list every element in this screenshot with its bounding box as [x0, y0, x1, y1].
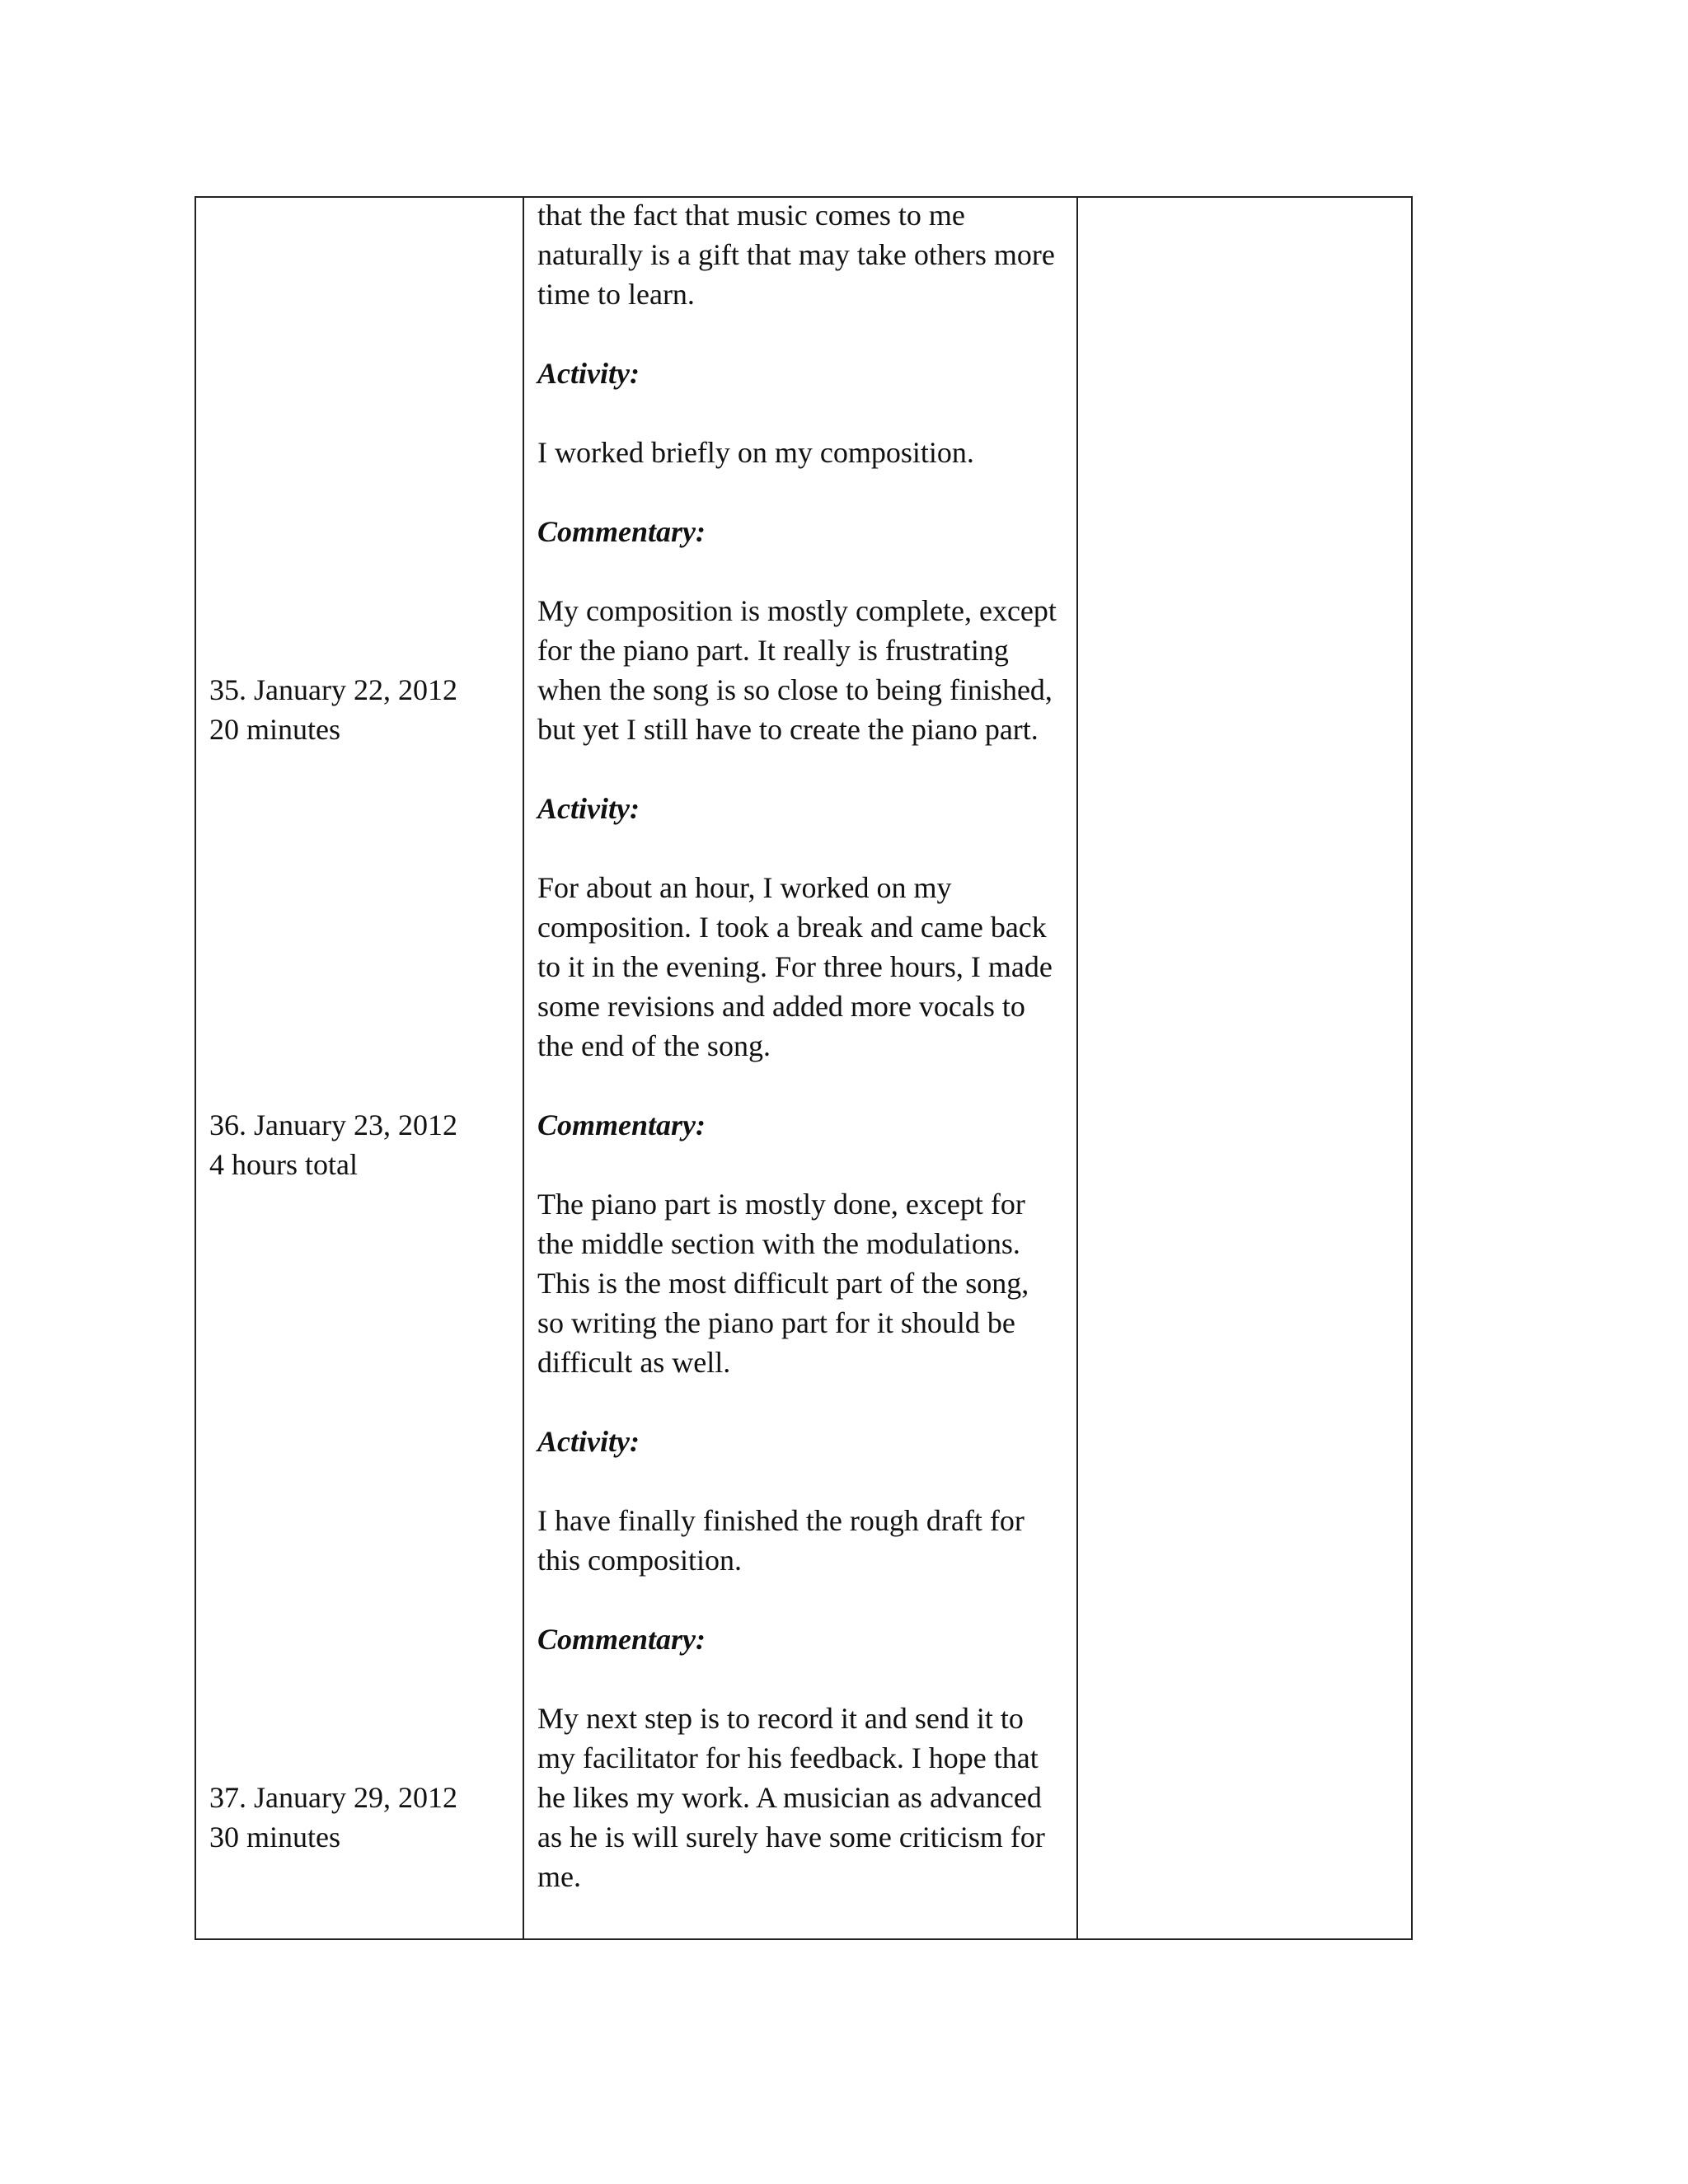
activity-37-line-1: I have finally finished the rough draft for	[537, 1504, 1025, 1537]
column-divider-2	[1076, 198, 1078, 1938]
activity-37-line-2: this composition.	[537, 1544, 743, 1577]
commentary-37-line-2: my facilitator for his feedback. I hope that	[537, 1741, 1039, 1774]
commentary-35-line-1: My composition is mostly complete, except	[537, 594, 1057, 627]
entry-36-date: 36. January 23, 2012	[209, 1108, 457, 1141]
activity-36-line-2: composition. I took a break and came back	[537, 911, 1047, 944]
commentary-37-line-1: My next step is to record it and send it to	[537, 1702, 1024, 1735]
commentary-35-line-2: for the piano part. It really is frustrating	[537, 634, 1009, 667]
commentary-heading-37: Commentary:	[537, 1623, 706, 1656]
commentary-36-line-2: the middle section with the modulations.	[537, 1227, 1020, 1260]
activity-36-line-4: some revisions and added more vocals to	[537, 990, 1025, 1023]
commentary-37-line-5: me.	[537, 1860, 581, 1893]
commentary-36-line-1: The piano part is mostly done, except for	[537, 1188, 1025, 1221]
activity-36-line-5: the end of the song.	[537, 1029, 771, 1062]
commentary-35-line-4: but yet I still have to create the piano part.	[537, 713, 1039, 746]
activity-heading-35: Activity:	[537, 357, 640, 390]
column-divider-1	[523, 198, 524, 1938]
commentary-35-line-3: when the song is so close to being finished,	[537, 673, 1053, 706]
commentary-36-line-5: difficult as well.	[537, 1346, 731, 1379]
commentary-37-line-3: he likes my work. A musician as advanced	[537, 1781, 1042, 1814]
commentary-36-line-3: This is the most difficult part of the song,	[537, 1267, 1029, 1300]
commentary-36-line-4: so writing the piano part for it should be	[537, 1306, 1015, 1339]
entry-35-date: 35. January 22, 2012	[209, 673, 457, 706]
entry-36-duration: 4 hours total	[209, 1148, 358, 1181]
activity-36-line-1: For about an hour, I worked on my	[537, 871, 952, 904]
intro-line-2: naturally is a gift that may take others more	[537, 238, 1055, 271]
commentary-37-line-4: as he is will surely have some criticism for	[537, 1821, 1045, 1854]
entry-35-duration: 20 minutes	[209, 713, 340, 746]
activity-heading-36: Activity:	[537, 792, 640, 825]
activity-36-line-3: to it in the evening. For three hours, I made	[537, 950, 1053, 983]
commentary-heading-36: Commentary:	[537, 1108, 706, 1141]
entry-37-date: 37. January 29, 2012	[209, 1781, 457, 1814]
activity-heading-37: Activity:	[537, 1425, 640, 1458]
intro-line-1: that the fact that music comes to me	[537, 199, 965, 232]
commentary-heading-35: Commentary:	[537, 515, 706, 548]
entry-37-duration: 30 minutes	[209, 1821, 340, 1854]
intro-line-3: time to learn.	[537, 278, 695, 311]
activity-35-line-1: I worked briefly on my composition.	[537, 436, 974, 469]
